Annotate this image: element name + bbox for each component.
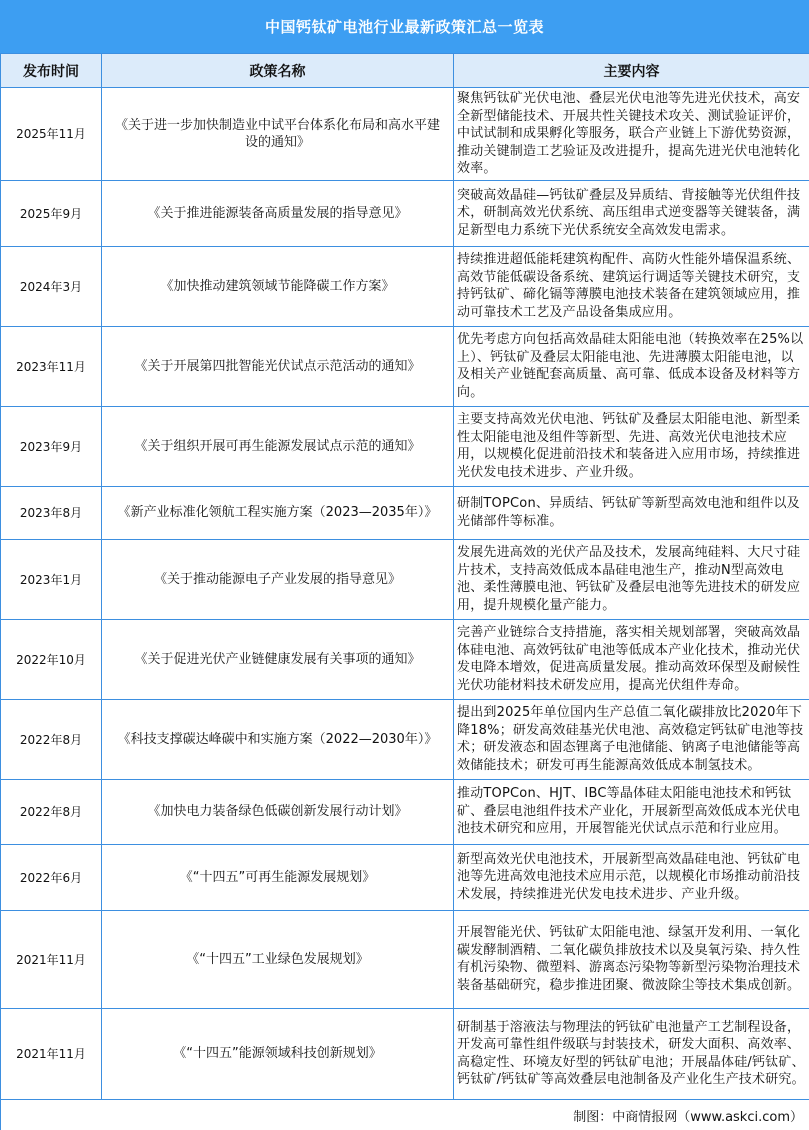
policy-date: 2021年11月 bbox=[1, 910, 102, 1008]
policy-date: 2025年9月 bbox=[1, 180, 102, 246]
policy-table bbox=[0, 53, 809, 1130]
table-row bbox=[1, 844, 809, 910]
table-row bbox=[1, 1008, 809, 1099]
table-row bbox=[1, 180, 809, 246]
policy-date: 2021年11月 bbox=[1, 1008, 102, 1099]
policy-name: 《科技支撑碳达峰碳中和实施方案（2022—2030年）》 bbox=[102, 699, 454, 779]
table-row bbox=[1, 619, 809, 699]
policy-content: 研制TOPCon、异质结、钙钛矿等新型高效电池和组件以及光储部件等标准。 bbox=[454, 486, 809, 539]
table-row bbox=[1, 486, 809, 539]
table-row bbox=[1, 406, 809, 486]
policy-content: 推动TOPCon、HJT、IBC等晶体硅太阳能电池技术和钙钛矿、叠层电池组件技术产业化，开展新型高效低成本光伏电池技术研究和应用，开展智能光伏试点示范和行业应用。 bbox=[454, 779, 809, 844]
table-row bbox=[1, 539, 809, 619]
policy-date: 2022年8月 bbox=[1, 699, 102, 779]
source-credit: 制图：中商情报网（www.askci.com） bbox=[1, 1099, 809, 1130]
policy-name: 《关于进一步加快制造业中试平台体系化布局和高水平建设的通知》 bbox=[102, 88, 454, 181]
policy-name: 《关于推进能源装备高质量发展的指导意见》 bbox=[102, 180, 454, 246]
policy-name: 《加快推动建筑领域节能降碳工作方案》 bbox=[102, 246, 454, 326]
policy-date: 2022年10月 bbox=[1, 619, 102, 699]
table-body bbox=[1, 88, 809, 1100]
policy-name: 《“十四五”工业绿色发展规划》 bbox=[102, 910, 454, 1008]
policy-content: 聚焦钙钛矿光伏电池、叠层光伏电池等先进光伏技术，高安全新型储能技术、开展共性关键技术攻关、测试验证评价，中试试制和成果孵化等服务，联合产业链上下游优势资源，推动关键制造工艺验证及改进提升，提高先进光伏电池转化效率。 bbox=[454, 88, 809, 181]
policy-name: 《新产业标准化领航工程实施方案（2023—2035年）》 bbox=[102, 486, 454, 539]
policy-date: 2023年9月 bbox=[1, 406, 102, 486]
policy-name: 《“十四五”能源领域科技创新规划》 bbox=[102, 1008, 454, 1099]
policy-date: 2023年11月 bbox=[1, 326, 102, 406]
page-title: 中国钙钛矿电池行业最新政策汇总一览表 bbox=[0, 0, 809, 53]
policy-date: 2022年6月 bbox=[1, 844, 102, 910]
table-row bbox=[1, 779, 809, 844]
policy-content: 突破高效晶硅—钙钛矿叠层及异质结、背接触等光伏组件技术，研制高效光伏系统、高压组串式逆变器等关键装备，满足新型电力系统下光伏系统安全高效发电需求。 bbox=[454, 180, 809, 246]
policy-name: 《关于推动能源电子产业发展的指导意见》 bbox=[102, 539, 454, 619]
policy-content: 持续推进超低能耗建筑构配件、高防火性能外墙保温系统、高效节能低碳设备系统、建筑运行调适等关键技术研究，支持钙钛矿、碲化镉等薄膜电池技术装备在建筑领域应用，推动可靠技术工艺及产品设备集成应用。 bbox=[454, 246, 809, 326]
policy-content: 完善产业链综合支持措施，落实相关规划部署，突破高效晶体硅电池、高效钙钛矿电池等低成本产业化技术，推动光伏发电降本增效，促进高质量发展。推动高效环保型及耐候性光伏功能材料技术研发应用，提高光伏组件寿命。 bbox=[454, 619, 809, 699]
table-row bbox=[1, 699, 809, 779]
column-header-policy-name: 政策名称 bbox=[102, 54, 454, 88]
policy-content: 新型高效光伏电池技术，开展新型高效晶硅电池、钙钛矿电池等先进高效电池技术应用示范，以规模化市场推动前沿技术发展，持续推进光伏发电技术进步、产业升级。 bbox=[454, 844, 809, 910]
policy-name: 《关于开展第四批智能光伏试点示范活动的通知》 bbox=[102, 326, 454, 406]
column-header-main-content: 主要内容 bbox=[454, 54, 809, 88]
policy-content: 研制基于溶液法与物理法的钙钛矿电池量产工艺制程设备，开发高可靠性组件级联与封装技术，研发大面积、高效率、高稳定性、环境友好型的钙钛矿电池；开展晶体硅/钙钛矿、钙钛矿/钙钛矿等高效叠层电池制备及产业化生产技术研究。 bbox=[454, 1008, 809, 1099]
policy-content: 发展先进高效的光伏产品及技术，发展高纯硅料、大尺寸硅片技术，支持高效低成本晶硅电池生产，推动N型高效电池、柔性薄膜电池、钙钛矿及叠层电池等先进技术的研发应用，提升规模化量产能力。 bbox=[454, 539, 809, 619]
policy-date: 2023年8月 bbox=[1, 486, 102, 539]
table-footer-row bbox=[1, 1099, 809, 1130]
table-row bbox=[1, 88, 809, 181]
policy-content: 提出到2025年单位国内生产总值二氧化碳排放比2020年下降18%；研发高效硅基光伏电池、高效稳定钙钛矿电池等技术；研发液态和固态锂离子电池储能、钠离子电池储能等高效储能技术；研发可再生能源高效低成本制氢技术。 bbox=[454, 699, 809, 779]
policy-content: 优先考虑方向包括高效晶硅太阳能电池（转换效率在25%以上）、钙钛矿及叠层太阳能电池、先进薄膜太阳能电池，以及相关产业链配套高质量、高可靠、低成本设备及材料等方向。 bbox=[454, 326, 809, 406]
policy-date: 2023年1月 bbox=[1, 539, 102, 619]
table-row bbox=[1, 246, 809, 326]
policy-date: 2024年3月 bbox=[1, 246, 102, 326]
policy-name: 《加快电力装备绿色低碳创新发展行动计划》 bbox=[102, 779, 454, 844]
policy-name: 《“十四五”可再生能源发展规划》 bbox=[102, 844, 454, 910]
table-row bbox=[1, 910, 809, 1008]
column-header-date: 发布时间 bbox=[1, 54, 102, 88]
policy-content: 主要支持高效光伏电池、钙钛矿及叠层太阳能电池、新型柔性太阳能电池及组件等新型、先进、高效光伏电池技术应用，以规模化促进前沿技术和装备进入应用市场，持续推进光伏发电技术进步、产业升级。 bbox=[454, 406, 809, 486]
policy-date: 2022年8月 bbox=[1, 779, 102, 844]
table-header-row bbox=[1, 54, 809, 88]
policy-name: 《关于组织开展可再生能源发展试点示范的通知》 bbox=[102, 406, 454, 486]
policy-content: 开展智能光伏、钙钛矿太阳能电池、绿氢开发利用、一氧化碳发酵制酒精、二氧化碳负排放技术以及臭氧污染、持久性有机污染物、微塑料、游离态污染物等新型污染物治理技术装备基础研究，稳步推进团聚、微波除尘等技术集成创新。 bbox=[454, 910, 809, 1008]
policy-name: 《关于促进光伏产业链健康发展有关事项的通知》 bbox=[102, 619, 454, 699]
table-row bbox=[1, 326, 809, 406]
policy-date: 2025年11月 bbox=[1, 88, 102, 181]
